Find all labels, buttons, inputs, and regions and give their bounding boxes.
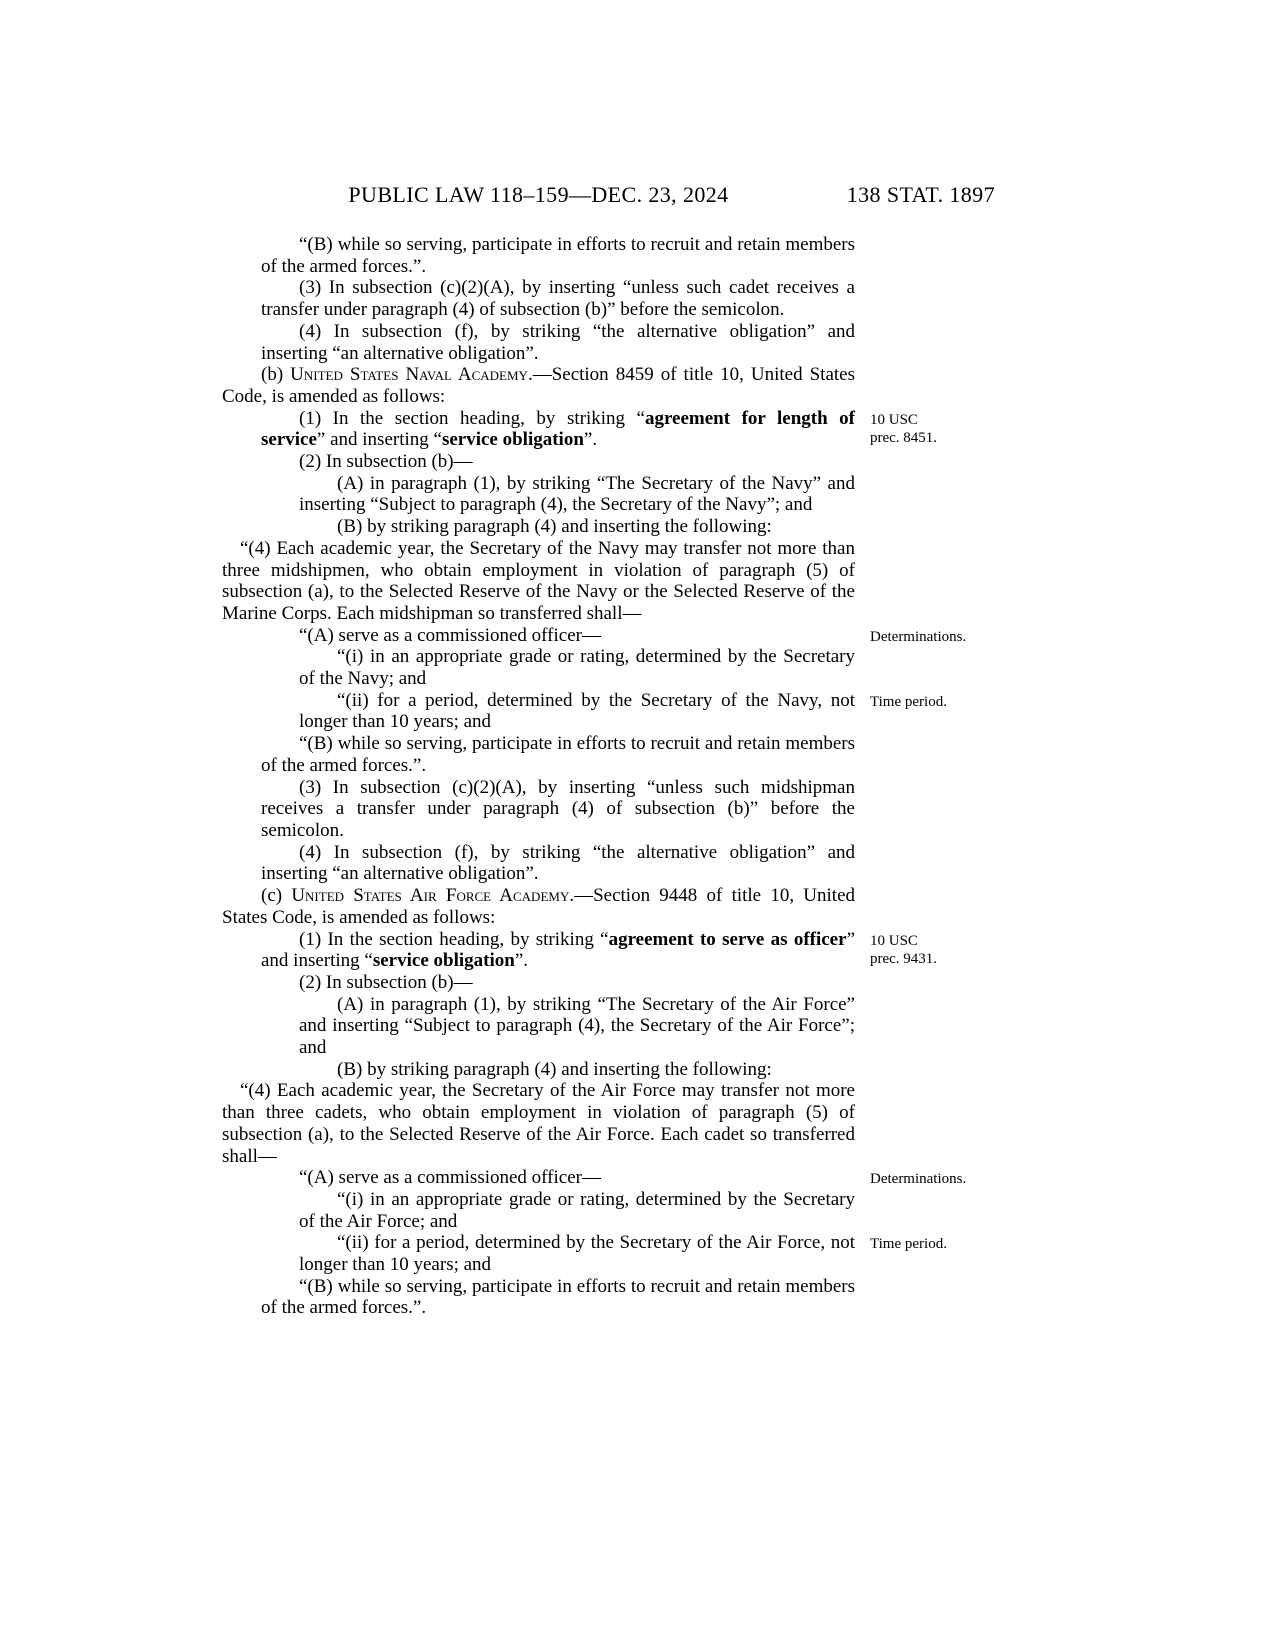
margin-note-line: prec. 9431.: [870, 951, 938, 967]
paragraph-row: [222, 538, 855, 625]
margin-note-line: 10 USC: [870, 411, 918, 428]
text-run: (4) In subsection (f), by striking “the alternative obligation” and inserting “an alternative obligation”.: [261, 841, 855, 885]
paragraph-row: [222, 842, 855, 885]
statute-paragraph: [299, 1059, 855, 1081]
text-run: service obligation: [441, 429, 584, 451]
text-run: “(4) Each academic year, the Secretary of the Navy may transfer not more than three midshipmen, who obtain employment in violation of paragraph (5) of subsection (a), to the Selected Reserve of the Navy or the Selected Reserve of the Marine Corps. Each midshipman so transferred shall—: [222, 537, 855, 624]
text-run: “(B) while so serving, participate in efforts to recruit and retain members of the armed forces.”.: [261, 1275, 855, 1319]
text-run: (1) In the section heading, by striking “: [299, 407, 645, 429]
statute-paragraph: [261, 277, 855, 320]
text-run: (A) in paragraph (1), by striking “The Secretary of the Navy” and inserting “Subject to paragraph (4), the Secretary of the Navy”; and: [299, 472, 855, 516]
paragraph-row: [222, 277, 855, 320]
text-run: (b): [261, 364, 291, 386]
text-run: (1) In the section heading, by striking “: [299, 928, 609, 950]
text-run: (2) In subsection (b)—: [299, 451, 473, 473]
margin-note-line: prec. 8451.: [870, 430, 938, 447]
statute-paragraph: [261, 777, 855, 842]
paragraph-row: [222, 928, 938, 972]
text-run: (B) by striking paragraph (4) and inserting the following:: [337, 1058, 772, 1080]
paragraph-row: [222, 451, 855, 473]
text-run: (2) In subsection (b)—: [299, 971, 473, 993]
statute-paragraph: [261, 408, 855, 451]
paragraph-row: [222, 1189, 855, 1232]
statute-paragraph: [222, 538, 855, 625]
statute-paragraph: [299, 690, 855, 733]
margin-note-line: 10 USC: [870, 932, 918, 949]
page-header: [222, 182, 995, 212]
statute-paragraph: [299, 1189, 855, 1232]
paragraph-row: [222, 1080, 855, 1167]
statute-paragraph: [261, 451, 855, 473]
text-run: “(4) Each academic year, the Secretary of the Air Force may transfer not more than three cadets, who obtain employment in violation of paragraph (5) of subsection (a), to the Selected Reserve of the Air Force. Each cadet so transferred shall—: [222, 1080, 855, 1167]
text-run: (3) In subsection (c)(2)(A), by inserting “unless such cadet receives a transfer under paragraph (4) of subsection (b)” before the semicolon.: [261, 277, 855, 321]
paragraph-row: [222, 972, 855, 994]
text-run: “(A) serve as a commissioned officer—: [299, 1167, 601, 1189]
text-run: “(B) while so serving, participate in efforts to recruit and retain members of the armed forces.”.: [261, 733, 855, 776]
margin-note-line: Time period.: [870, 693, 947, 710]
margin-note: [870, 1235, 1030, 1254]
paragraph-row: [222, 1167, 967, 1189]
law-title: PUBLIC LAW 118–159—DEC. 23, 2024: [348, 182, 729, 207]
text-run: “(ii) for a period, determined by the Secretary of the Air Force, not longer than 10 years; and: [299, 1232, 855, 1276]
paragraph-row: [222, 1059, 855, 1081]
paragraph-row: [222, 1276, 855, 1319]
paragraph-row: [222, 234, 855, 277]
text-run: agreement to serve as officer: [608, 928, 847, 950]
statute-paragraph: [299, 994, 855, 1059]
text-run: ” and inserting “: [316, 429, 442, 451]
text-run: “(i) in an appropriate grade or rating, determined by the Secretary of the Air Force; and: [299, 1188, 855, 1232]
margin-note: [870, 411, 1030, 448]
statute-paragraph: [222, 1080, 855, 1167]
statute-paragraph: [261, 321, 855, 364]
text-run: agreement for length of service: [261, 407, 855, 451]
text-run: .—Section 9448 of title 10, United States Code, is amended as follows:: [222, 885, 856, 928]
text-run: service obligation: [372, 950, 515, 972]
statute-paragraph: [299, 646, 855, 689]
statute-paragraph: [261, 1167, 855, 1189]
statute-paragraph: [261, 929, 855, 972]
statute-paragraph: [299, 473, 855, 516]
text-run: “(i) in an appropriate grade or rating, determined by the Secretary of the Navy; and: [299, 646, 855, 690]
text-run: (3) In subsection (c)(2)(A), by inserting “unless such midshipman receives a transfer under paragraph (4) of subsection (b)” before the semicolon.: [261, 776, 855, 841]
stat-page-number: 138 STAT. 1897: [846, 182, 995, 207]
text-run: (A) in paragraph (1), by striking “The Secretary of the Air Force” and inserting “Subject to paragraph (4), the Secretary of the Air Force”; and: [299, 993, 855, 1059]
text-run: .—Section 8459 of title 10, United States Code, is amended as follows:: [222, 364, 855, 407]
paragraph-row: [222, 516, 855, 538]
text-run: United States Naval Academy: [290, 364, 528, 386]
text-run: ” and inserting “: [261, 928, 855, 972]
paragraph-row: [222, 994, 855, 1059]
text-run: “(ii) for a period, determined by the Secretary of the Navy, not longer than 10 years; and: [299, 689, 855, 733]
statute-paragraph: [261, 1276, 855, 1319]
margin-note: [870, 1170, 1030, 1189]
paragraph-row: [222, 733, 855, 776]
statute-paragraph: [222, 364, 855, 407]
paragraph-row: [222, 473, 855, 516]
margin-note: [870, 693, 1030, 712]
paragraph-row: [222, 364, 855, 407]
body-column: [222, 234, 967, 1319]
margin-note: [870, 628, 1030, 647]
statute-paragraph: [261, 972, 855, 994]
paragraph-row: [222, 885, 855, 928]
margin-note-line: Time period.: [870, 1236, 947, 1253]
text-run: “(A) serve as a commissioned officer—: [299, 624, 601, 646]
paragraph-row: [222, 407, 938, 451]
text-run: (B) by striking paragraph (4) and inserting the following:: [337, 516, 772, 538]
text-run: United States Air Force Academy: [291, 885, 570, 907]
text-run: “(B) while so serving, participate in efforts to recruit and retain members of the armed forces.”.: [261, 234, 855, 277]
margin-note-line: Determinations.: [870, 1171, 967, 1188]
statute-paragraph: [261, 842, 855, 885]
statute-paragraph: [299, 1232, 855, 1275]
text-run: (4) In subsection (f), by striking “the alternative obligation” and inserting “an alternative obligation”.: [261, 320, 855, 364]
margin-note: [870, 932, 1030, 969]
paragraph-row: [222, 624, 967, 647]
statute-paragraph: [299, 516, 855, 538]
paragraph-row: [222, 321, 855, 364]
paragraph-row: [222, 646, 855, 689]
statute-paragraph: [261, 234, 855, 277]
paragraph-row: [222, 689, 947, 733]
margin-note-line: Determinations.: [870, 628, 967, 645]
statute-paragraph: [222, 885, 855, 928]
paragraph-row: [222, 777, 855, 842]
text-run: (c): [261, 885, 292, 907]
statute-paragraph: [261, 625, 855, 647]
text-run: ”.: [514, 950, 528, 972]
text-run: ”.: [583, 429, 598, 451]
statute-paragraph: [261, 733, 855, 776]
paragraph-row: [222, 1232, 947, 1276]
